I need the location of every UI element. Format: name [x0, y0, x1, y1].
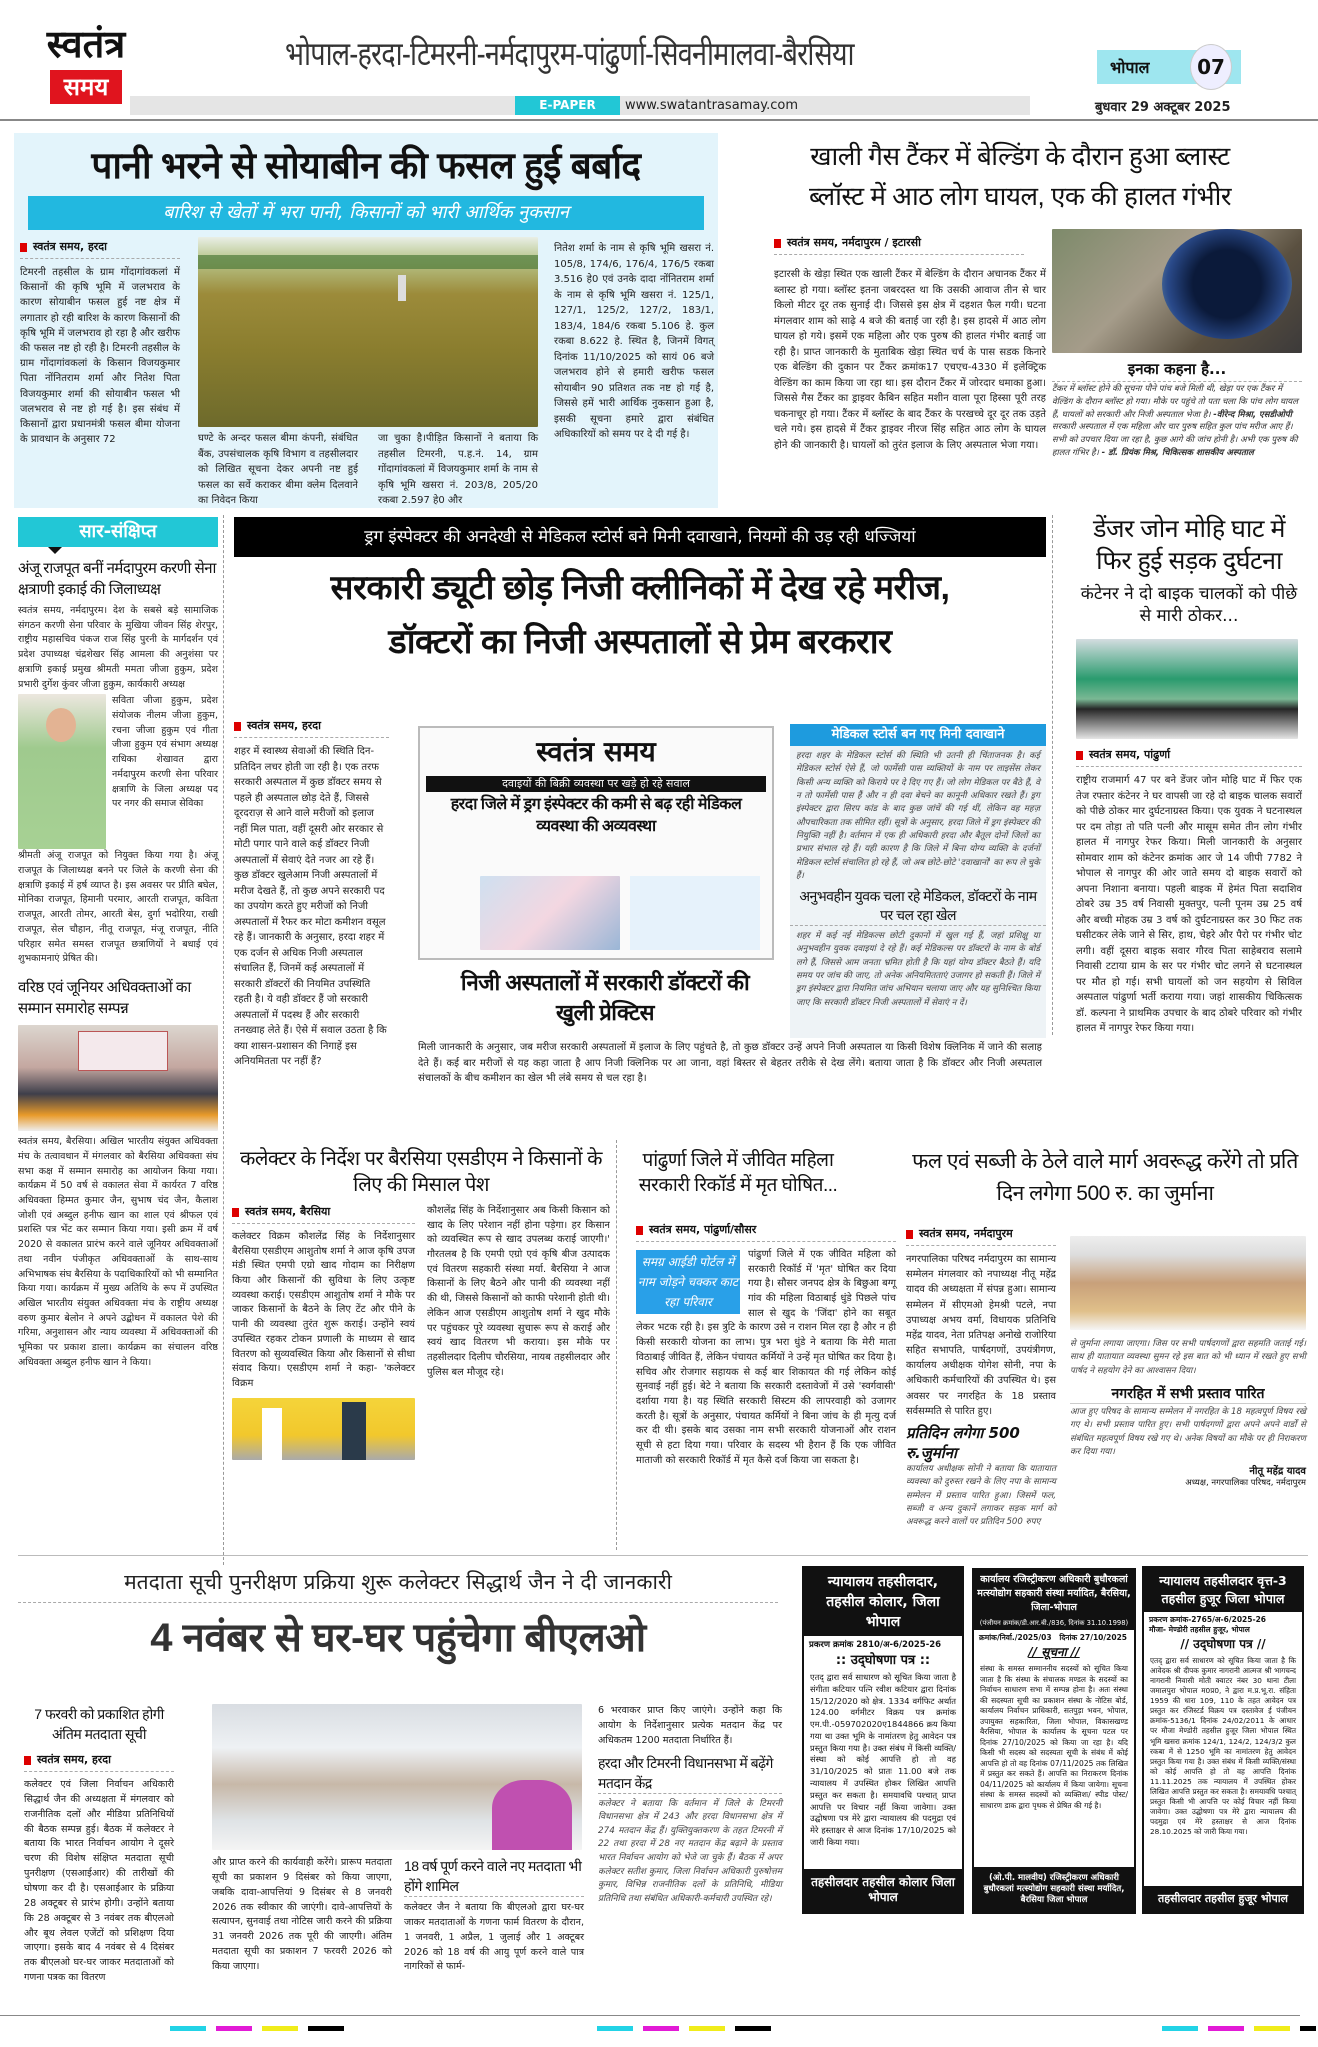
- clip-headline: हरदा जिले में ड्रग इंस्पेक्टर की कमी से बढ़ रही मेडिकल व्यवस्था की अव्यवस्था: [450, 796, 742, 835]
- reg-mark-black: [308, 2026, 344, 2031]
- notice-budhor: [972, 1568, 1136, 1914]
- soybean-col3: जा चुका है।पीड़ित किसानों ने बताया कि तहसील टिमरनी, प.ह.नं. 14, ग्राम गोंदागांवकलां में विजयकुमार शर्मा के नाम से कृषि भूमि खसरा नं. 203/8, 205/20 रकबा 2.597 हे0 और: [378, 433, 538, 506]
- tanker-byline: स्वतंत्र समय, नर्मदापुरम / इटारसी: [774, 235, 1024, 255]
- reg-mark-black: [1300, 2026, 1316, 2031]
- notice-huzur-body: एतद् द्वारा सर्व साधारण को सूचित किया जाता है कि आवेदक श्री दीपक कुमार नागरानी आत्मज श्री भागचन्द नागरानी निवासी मोती क्वाटर नंबर 30 थाना टीला जमालपुरा भोपाल म0प्र0, ने द्वारा म.प्र.भू.रा. संहिता 1959 की धारा 109, 110 के तहत आवेदन पत्र प्रस्तुत कर रजिस्टर्ड विक्रय पत्र दस्तावेज ई पंजीयन क्रमांक-5136/1 दिनांक 24/02/2011 के आधार पर मौजा मेण्डोरी तहसील हुजूर जिला भोपाल स्थित भूमि खसरा क्रमांक 124/1, 124/2, 124/3/2 कुल रकबा में से 1250 भूमि का नामांतरण हेतु आवेदन प्रस्तुत किया गया है। उक्त संबंध में किसी व्यक्ति/संस्था को कोई आपत्ति हो तो वह आपत्ति दिनांक 11.11.2025 तक न्यायालय में उपस्थित होकर लिखित आपत्ति प्रस्तुत कर सकता है। समयावधि पश्चात् प्रस्तुत किसी भी आपत्ति पर कोई विचार नहीं किया जावेगा। उक्त उद्घोषणा पत्र मेरे द्वारा न्यायालय की पदमुद्रा एवं मेरे हस्ताक्षर से आज दिनांक 28.10.2025 को जारी किया गया।: [1150, 1656, 1296, 1837]
- sidebar-story1-side: सविता जीजा हुकुम, प्रदेश संयोजक नीलम जीजा हुकुम, रचना जीजा हुकुम एवं गीता जीजा हुकुम एवं संभाग अध्यक्ष राधिका शेखावत द्वारा नर्मदापुरम करणी सेना परिवार क्षत्राणि के जिला अध्यक्ष पद पर नगर की समाज सेविका: [112, 695, 218, 810]
- private-practice-body: मिली जानकारी के अनुसार, जब मरीज सरकारी अस्पतालों में इलाज के लिए पहुंचते है, तो कुछ डॉक्टर उन्हें अपने निजी अस्पताल या किसी विशेष क्लिनिक में जाने की सलाह देते हैं। कई बार मरीजों से यह कहा जाता है आप निजी क्लिनिक पर आ जाना, वहां बिस्तर से बेहतर तरीके से देख लेंगे। बताया जाता है कि डॉक्टर और निजी अस्पताल संचालकों के बीच कमीशन का खेल भी लंबे समय से चल रहा है।: [418, 1042, 1042, 1084]
- notice-kolar-body: एतद् द्वारा सर्व साधारण को सूचित किया जाता है संगीता कटियार पत्नि रवीश कटियार द्वारा दिनांक 15/12/2020 को क्षेत्र. 1334 वर्गफिट अर्थात 124.00 वर्गमीटर विक्रय पत्र क्रमांक एम.पी.-059702020ए1844866 क्रय किया गया था उक्त भूमि के नामांतरण हेतु आवेदन पत्र प्रस्तुत किया गया है। उक्त संबंध में किसी व्यक्ति/संस्था को कोई आपत्ति हो तो वह 31/10/2025 को प्रातः 11.00 बजे तक न्यायालय में उपस्थित होकर लिखित आपत्ति प्रस्तुत कर सकता है। समयावधि पश्चात् प्राप्त आपत्ति पर विचार नहीं किया जावेगा। उक्त उद्घोषणा पत्र मेरे द्वारा न्यायालय की पदमुद्रा एवं मेरे हस्ताक्षर से आज दिनांक 17/10/2025 को जारी किया गया।: [810, 1672, 956, 1847]
- sidebar-story1-head: अंजू राजपूत बनीं नर्मदापुरम करणी सेना क्षत्राणी इकाई की जिलाध्यक्ष: [18, 560, 216, 598]
- voter-col2: और प्राप्त करने की कार्यवाही करेंगे। प्रारूप मतदाता सूची का प्रकाशन 9 दिसंबर को किया जाएगा, जबकि दावा-आपत्तियां 9 दिसंबर से 8 जनवरी 2026 तक स्वीकार की जाएंगी। दावे-आपत्तियों के सत्यापन, सुनवाई तथा नोटिस जारी करने की प्रक्रिया 31 जनवरी 2026 तक पूरी की जाएगी। अंतिम मतदाता सूची का प्रकाशन 7 फरवरी 2026 को किया जाएगा।: [212, 1857, 392, 1973]
- sdm-byline: स्वतंत्र समय, बैरसिया: [232, 1204, 415, 1224]
- voter-sub-head-2: हरदा और टिमरनी विधानसभा में बढ़ेंगे मतदान केंद्र: [598, 1753, 782, 1794]
- anju-rajput-photo: [18, 694, 106, 849]
- fine-sub1: प्रतिदिन लगेगा 500 रु.जुर्माना: [906, 1423, 1020, 1462]
- reg-mark-black: [735, 2026, 771, 2031]
- notice-huzur-ref: मौजा- मेण्डोरी तहसील हुजूर, भोपाल: [1149, 1625, 1250, 1634]
- soybean-field-photo: [198, 237, 538, 427]
- doctors-byline: स्वतंत्र समय, हरदा: [234, 718, 389, 738]
- city-name: भोपाल: [1110, 58, 1150, 77]
- accident-headline: डेंजर जोन मोहि घाट में फिर हुई सड़क दुर्घटना: [1093, 515, 1285, 575]
- notice-huzur-footer: तहसीलदार तहसील हुजूर भोपाल: [1144, 1886, 1302, 1912]
- epaper-label[interactable]: E-PAPER: [515, 96, 620, 115]
- reg-mark-yellow: [262, 2026, 298, 2031]
- voter-col4b: कलेक्टर ने बताया कि वर्तमान में जिले के टिमरनी विधानसभा क्षेत्र में 243 और हरदा विधानसभा क्षेत्र में 274 मतदान केंद्र हैं। युक्तियुक्तकरण के तहत टिमरनी में 22 तथा हरदा में 28 नए मतदान केंद्र बढ़ाने के प्रस्ताव भारत निर्वाचन आयोग को भेजे जा चुके हैं। बैठक में अपर कलेक्टर सतीश कुमार, जिला निर्वाचन अधिकारी पुरुषोत्तम कुमार, विभिन्न राजनीतिक दलों के प्रतिनिधि, मीडिया प्रतिनिधि तथा संबंधित अधिकारी-कर्मचारी उपस्थित रहे।: [598, 1798, 782, 1904]
- fine-sub2: नगरहित में सभी प्रस्ताव पारित: [1070, 1384, 1306, 1404]
- tanker-headline-1: खाली गैस टैंकर में बेल्डिंग के दौरान हुआ ब्लास्ट: [810, 141, 1230, 171]
- logo-bottom: समय: [50, 70, 122, 104]
- reg-mark-magenta: [643, 2026, 679, 2031]
- reg-mark-cyan: [1162, 2026, 1198, 2031]
- notice-budhor-case: (पंजीयन क्रमांक/डी.आर.बी./836, दिनांक 31.10.1998): [974, 1618, 1134, 1630]
- reg-mark-cyan: [170, 2026, 206, 2031]
- reg-mark-magenta: [1208, 2026, 1244, 2031]
- signatory-name: नीतू महेंद्र यादव: [1249, 1466, 1306, 1478]
- quote-1: टैंकर में ब्लॉस्ट होने की सूचना पौने पांच बजे मिली थी, खेड़ा पर एक टैंकर में वेल्डिंग के दौरान ब्लॉस्ट हो गया। मौके पर पहुंचे तो पता चला कि पांच लोग घायल हैं, घायलों को सरकारी और निजी अस्पताल भेजा है। -वीरेन्द मिश्रा, एसडीओपी सरकारी अस्पताल में एक महिला और चार पुरुष सहित कुल पांच मरीज आए हैं। सभी को उपचार दिया जा रहा है, कुछ आगे की जांच होनी है। अभी एक पुरुष की हालत गंभिर है। - डॉ. प्रियंक मिश्र, चिकित्सक शासकीय अस्पताल: [1052, 384, 1299, 458]
- voter-headline: 4 नवंबर से घर-घर पहुंचेगा बीएलओ: [150, 1616, 646, 1660]
- notice-huzur-title: // उद्‌घोषणा पत्र //: [1180, 1637, 1266, 1651]
- fine-sub1-body: कार्यालय अधीक्षक सोनी ने बताया कि यातायात व्यवस्था को दुरुस्त रखने के लिए नपा के सामान्य सम्मेलन में प्रस्ताव पारित हुआ। जिसमें फल, सब्जी व अन्य दुकानें लगाकर सड़क मार्ग को अवरूद्ध करने वालों पर प्रतिदिन 500 रुपए: [906, 1463, 1056, 1528]
- soybean-story: [14, 133, 718, 508]
- fine-body: नगरपालिका परिषद नर्मदापुरम का सामान्य सम्मेलन मंगलवार को नपाध्यक्ष नीतू महेंद्र यादव की अध्यक्षता में संपन्न हुआ। सामान्य सम्मेलन में सीएमओ हेमश्री पटले, नपा उपाध्यक्ष अभय वर्मा, विधायक प्रतिनिधि महेंद्र यादव, नेता प्रतिपक्ष अनोखे राजोरिया सहित सभापति, पार्षदगणों, उपयंत्रीगण, कार्यालय अधीक्षक योगेश सोनी, नपा के अधिकारी कर्मचारियों की उपस्थित थे। इस अवसर पर नगरहित के 18 प्रस्ताव सर्वसम्मति से पारित हुए।: [906, 1254, 1056, 1417]
- accident-story: [1076, 513, 1302, 1037]
- soybean-col2: घण्टे के अन्दर फसल बीमा कंपनी, संबंधित बैंक, उपसंचालक कृषि विभाग व तहसीलदार को लिखित सूचना देकर अपनी नष्ट हुई फसल का सर्वे कराकर बीमा क्लेम दिलवाने का निवेदन किया: [198, 433, 358, 506]
- sdm-story: [232, 1146, 610, 1550]
- notice-kolar-head: न्यायालय तहसीलदार, तहसील कोलार, जिला भोपाल: [804, 1568, 962, 1636]
- sdm-body-2: कौशलेंद्र सिंह के निर्देशानुसार अब किसी किसान को खाद के लिए परेशान नहीं होना पड़ेगा। हर किसान को व्यवस्थित रूप से खाद उपलब्ध कराई जाएगी।' गौरतलब है कि एमपी एग्रो एवं कृषि बीज उत्पादक एवं वितरण सहकारी संस्था मर्या. बैरसिया ने आज किसानों के लिए बैठने और पानी की व्यवस्था नहीं की थी, जिससे किसानों को काफी परेशानी होती थी। लेकिन आज एसडीएम आशुतोष शर्मा ने खुद मौके पर पहुंचकर पूरे व्यवस्था सुचारू रूप से कराई और स्वयं खाद वितरण भी कराया। इस मौके पर तहसीलदार दिलीप चौरसिया, नायब तहसीलदार और पुलिस बल मौजूद रहे।: [427, 1205, 610, 1378]
- accident-body: राष्ट्रीय राजमार्ग 47 पर बने डेंजर जोन मोहि घाट में फिर एक तेज रफ्तार कंटेनर ने घर वापसी जा रहे दो बाइक चालक सवारों को पीछे ठोकर मार दुर्घटनाग्रस्त किया। एक युवक ने घटनास्थल पर दम तोड़ा तो पति पत्नी और मासूम समेत तीन लोग गंभीर हालत में नागपुर रेफर किया। मिली जानकारी के अनुसार सोमवार शाम को कंटेनर क्रमांक आर जे 14 जीपी 7782 ने भोपाल से नागपुर की ओर जाते समय दो बाइक सवारों को अपना निशाना बनाया। पहली बाइक में हेमंत पिता सदाशिव ठोबरे उम्र 35 वर्ष निवासी मुक्तपुर, पत्नी पूनम उम्र 25 वर्ष और बच्ची मोहक उम्र 3 वर्ष को दुर्घटनाग्रस्त कर 30 फिट तक घसीटकर लेके जाने से सिर, हाथ, चेहरे और पैरो पर गंभीर चोट लगी। वहीं दूसरा बाइक सवार गौरव पिता साहेबराव सलामे निवासी टटाया ग्राम के सर पर गंभीर चोट लगने से घटनास्थल पर मौत हो गई। सभी घायलों को जन सहयोग से सिविल अस्पताल पांढुर्णा भर्ती कराया गया। जहां शासकीय चिकित्सक डॉ. कल्पना ने प्राथमिक उपचार के बाद ठोबरे परिवार को गंभीर हालत में नागपुर रेफर किया गया।: [1076, 775, 1302, 1034]
- sidebar-story1-top: स्वतंत्र समय, नर्मदापुरम। देश के सबसे बड़े सामाजिक संगठन करणी सेना परिवार के मुखिया जीवन सिंह शेरपुर, राष्ट्रीय महासचिव पंकज राज सिंह पुरनी के मार्गदर्शन एवं प्रदेश उपाध्यक्ष चंद्रशेखर सिंह आमला की अनुशंसा पर क्षत्राणि इकाई प्रमुख श्रीमती ममता जीजा हुकुम, प्रदेश प्रभारी दुर्गेश कुंवर जीजा हुकुम, कार्यकारी अध्यक्ष: [18, 605, 218, 690]
- quote-1-author: -वीरेन्द मिश्रा, एसडीओपी: [1213, 409, 1292, 420]
- logo: [38, 22, 134, 104]
- quote-2-author: - डॉ. प्रियंक मिश्र, चिकित्सक शासकीय अस्पताल: [1101, 447, 1254, 458]
- notice-huzur: [1142, 1566, 1304, 1914]
- fine-right-body: से जुर्माना लगाया जाएगा। जिस पर सभी पार्षदगणों द्वारा सहमति जताई गई। साथ ही यातायात व्यवस्था सुमन रहे इस बात को भी ध्यान में रखते हुए सभी पार्षद ने सहयोग देने का आश्वासन दिया।: [1070, 1339, 1306, 1376]
- logo-top: स्वतंत्र: [46, 24, 126, 66]
- notice-huzur-case: प्रकरण क्रमांक-2765/अ-6/2025-26: [1149, 1615, 1267, 1624]
- clip-pharmacy-photo: [480, 876, 620, 950]
- notice-kolar: [802, 1566, 964, 1914]
- doctors-headline-2: डॉक्टरों का निजी अस्पतालों से प्रेम बरकरार: [388, 623, 892, 661]
- pandhurna-headline: पांढुर्णा जिले में जीवित महिला सरकारी रिकॉर्ड में मृत घोषित...: [638, 1150, 838, 1196]
- sdm-headline: कलेक्टर के निर्देश पर बैरसिया एसडीएम ने किसानों के लिए की मिसाल पेश: [240, 1148, 602, 1196]
- page-number: 07: [1190, 44, 1232, 90]
- soybean-col1: टिमरनी तहसील के ग्राम गोंदागांवकलां में किसानों की कृषि भूमि में जलभराव के कारण सोयाबीन फसल हुई नष्ट क्षेत्र में लगातार हो रही बारिश के कारण किसानों की कृषि भूमि में जलभराव हो रहा है और खरीफ की फसल नष्ट हो रही है। टिमरनी तहसील के ग्राम गोंदागांवकलां के किसान विजयकुमार पिता नोंनितराम शर्मा और नितेश पिता विजयकुमार शर्मा की सोयाबीन फसल भी जलभराव से नष्ट हो गई है। इस संबंध में किसानों द्वारा प्रधानमंत्री फसल बीमा योजना के प्रावधान के अनुसार 72: [20, 267, 180, 446]
- sidebar-label: सार-संक्षिप्त: [18, 517, 218, 547]
- notice-budhor-body: संस्था के समस्त सम्माननीय सदस्यों को सूचित किया जाता है कि संस्था के संचालक मण्डल के सदस्यों का निर्वाचन साधारण सभा में सम्पन्न होना है। अतः संस्था की सदस्यता सूची का प्रकाशन संस्था के नोटिस बोर्ड, कार्यालय निर्वाचन प्राधिकारी, सतपुड़ा भवन, भोपाल, उपायुक्त सहकारिता, जिला भोपाल, विकासखण्ड बैरसिया, भोपाल के कार्यालय के सूचना पटल पर दिनांक 27/10/2025 को किया जा रहा है। यदि किसी भी सदस्य को सदस्यता सूची के संबंध में कोई आपत्ति हो तो वह दिनांक 07/11/2025 तक लिखित में प्रस्तुत कर सकते हैं। आपत्ति का निराकरण दिनांक 04/11/2025 को कार्यालय में किया जायेगा। सूचना संस्था के समस्त सदस्यों को व्यक्तिशः/ स्पीड पोस्ट/ साधारण डाक द्वारा पृथक से प्रेषित की गई है।: [980, 1664, 1128, 1810]
- edition-cities: भोपाल-हरदा-टिमरनी-नर्मदापुरम-पांढुर्णा-सिवनीमालवा-बैरसिया: [285, 35, 854, 72]
- medical-stores-box: [790, 724, 1046, 1038]
- soybean-subhead: बारिश से खेतों में भरा पानी, किसानों को भारी आर्थिक नुकसान: [28, 196, 704, 230]
- notice-kolar-footer: तहसीलदार तहसील कोलार जिला भोपाल: [804, 1869, 962, 1912]
- reg-mark-cyan: [597, 2026, 633, 2031]
- medical-box-head2: अनुभवहीन युवक चला रहे मेडिकल, डॉक्टरों के नाम पर चल रहा खेल: [790, 887, 1046, 926]
- tanker-headline-2: ब्लॉस्ट में आठ लोग घायल, एक की हालत गंभीर: [809, 181, 1231, 211]
- sidebar-story2-body: स्वतंत्र समय, बैरसिया। अखिल भारतीय संयुक्त अधिवक्ता मंच के तत्वावधान में मंगलवार को बैरसिया अधिवक्ता संघ सभा कक्ष में सम्मान समारोह का आयोजन किया गया। कार्यक्रम में 50 वर्ष से वकालत सेवा में कार्यरत 7 वरिष्ठ अधिवक्ता हिम्मत कुमार जैन, सुभाष चंद जैन, कैलाश जोशी एवं अब्दुल हनीफ खान का शाल एवं श्रीफल एवं प्रशस्ति पत्र भेंट कर सम्मान किया गया। इसी क्रम में वर्ष 2020 से वकालत प्रारंभ करने वाले जूनियर अधिवक्ताओं तथा नवीन पंजीकृत अधिवक्ताओं के साथ-साथ अभिभाषक संघ बैरसिया के पदाधिकारियों को भी सम्मानित किया गया। कार्यक्रम में मुख्य अतिथि के रूप में उपस्थित अखिल भारतीय संयुक्त अधिवक्ता मंच के राष्ट्रीय अध्यक्ष वरुण कुमार बेलोन ने अपने उद्बोधन में वकालत पेशे की गरिमा, अनुशासन और न्याय व्यवस्था में अधिवक्ताओं की भूमिका पर प्रकाश डाला। कार्यक्रम का संचालन वरिष्ठ अधिवक्ता अब्दुल हनीफ खान ने किया।: [18, 1136, 218, 1368]
- medical-box-body: हरदा शहर के मेडिकल स्टोर्स की स्थिति भी उतनी ही चिंताजनक है। कई मेडिकल स्टोर्स ऐसे हैं, जो फार्मेसी पास व्यक्तियों के नाम पर लाइसेंस लेकर किसी अन्य व्यक्ति को किराये पर दे दिए गए हैं। जो लोग मेडिकल पर बैठे हैं, वे न तो फार्मेसी पास हैं और न ही दवा बेचने का कानूनी अधिकार रखते हैं। ड्रग इंस्पेक्टर द्वारा सिरप कांड के बाद कुछ जांचें की गई थीं, लेकिन वह महज़ औपचारिकता तक सीमित रहीं। सूत्रों के अनुसार, हरदा जिले में ड्रग इंस्पेक्टर की नियुक्ति नहीं है। वर्तमान में एक ही अधिकारी हरदा और बैतूल दोनों जिलों का प्रभार संभाल रहे हैं। यही कारण है कि जिले में बिना योग्य व्यक्ति के दर्जनों मेडिकल स्टोर्स संचालित हो रहे हैं, जो अब छोटे-छोटे 'दवाखानों' का रूप ले चुके हैं।: [796, 751, 1040, 881]
- notice-kolar-title: :: उद्‌घोषणा पत्र ::: [835, 1653, 931, 1668]
- doctors-kicker: ड्रग इंस्पेक्टर की अनदेखी से मेडिकल स्टोर्स बने मिनी दवाखाने, नियमों की उड़ रही धज्जियां: [234, 517, 1046, 557]
- tanker-story: [730, 133, 1310, 508]
- sidebar-story1-bottom: श्रीमती अंजू राजपूत को नियुक्त किया गया है। अंजू राजपूत के जिलाध्यक्ष बनने पर जिले के करणी सेना की क्षत्राणि इकाई में हर्ष व्याप्त है। इस अवसर पर प्रीति बघेल, मोनिका राजपूत, हिमानी परमार, आरती राजपूत, कविता राजपूत, आरती तोमर, आरती बेस, दुर्गा भदोरिया, राखी राजपूत, सेल चौहान, नीतू राजपूत, मंजू राजपूत, नीति परिहार समेत समस्त राजपूत छत्राणियों ने बधाई एवं शुभकामनाएं प्रेषित की।: [18, 850, 218, 965]
- voter-kicker: मतदाता सूची पुनरीक्षण प्रक्रिया शुरू कलेक्टर सिद्धार्थ जैन ने दी जानकारी: [18, 1568, 778, 1603]
- reg-mark-yellow: [689, 2026, 725, 2031]
- medical-box-title: मेडिकल स्टोर्स बन गए मिनी दवाखाने: [790, 724, 1046, 746]
- notice-budhor-title: // सूचना //: [1028, 1645, 1080, 1659]
- pandhurna-body: समग्र आईडी पोर्टल में नाम जोड़ने चक्कर काट रहा परिवार पांढुर्णा जिले में एक जीवित महिला को सरकारी रिकॉर्ड में 'मृत' घोषित कर दिया गया है। सौसर जनपद क्षेत्र के बिछुआ बग्गू गांव की महिला विठाबाई धुंडे पिछले पांच साल से खुद के 'जिंदा' होने का सबूत लेकर भटक रही है। इस त्रुटि के कारण उसे न राशन मिल रहा है और न ही किसी सरकारी योजना का लाभ। पुत्र भरा धुंडे ने बताया कि मेरी माता विठाबाई जीवित हैं, लेकिन पंचायत कर्मियों ने उन्हें मृत घोषित कर दिया है। सचिव और रोजगार सहायक से कई बार शिकायत की गई लेकिन कोई सुनवाई नहीं हुई। बेटे ने बताया कि सरकारी दस्तावेजों में उसे 'स्वर्गवासी' दर्शाया गया है। यह स्थिति सरकारी सिस्टम की लापरवाही को उजागर करती है। सूत्रों के अनुसार, पंचायत कर्मियों ने बिना जांच के ही मृत्यु दर्ज कर दी थी। इसके बाद उसका नाम सभी सरकारी योजनाओं और राशन सूची से हटा दिया गया। परिवार के सदस्य भी हैरान हैं कि एक जीवित माताजी को सरकारी रिकॉर्ड में मृत कैसे दर्ज किया जा सकता है।: [636, 1249, 896, 1466]
- accident-subhead: कंटेनर ने दो बाइक चालकों को पीछे से मारी ठोकर...: [1080, 584, 1298, 626]
- reg-mark-yellow: [1254, 2026, 1290, 2031]
- doctors-col1: शहर में स्वास्थ्य सेवाओं की स्थिति दिन-प्रतिदिन लचर होती जा रही है। एक तरफ सरकारी अस्पताल में कुछ डॉक्टर समय से पहले ही अस्पताल छोड़ देते हैं, जिससे दूरदराज़ से आने वाले मरीजों को इलाज नहीं मिल पाता, वहीं दूसरी ओर सरकार से मोटी पगार पाने वाले कई डॉक्टर निजी अस्पतालों में सेवाएं देते नजर आ रहे हैं। कुछ डॉक्टर खुलेआम निजी अस्पतालों में मरीज देखते हैं, तो कुछ अपने सरकारी पद का उपयोग करते हुए मरीजों को निजी अस्पतालों में रैफर कर मोटा कमीशन वसूल रहे हैं। जानकारी के अनुसार, हरदा शहर में एक दर्जन से अधिक निजी अस्पताल संचालित हैं, जिनमें कई अस्पतालों में सरकारी डॉक्टरों की नियमित उपस्थिति रहती है। ये वही डॉक्टर हैं जो सरकारी अस्पतालों में पदस्थ हैं और सरकारी तनख्वाह लेते हैं। ऐसे में सवाल उठता है कि क्या शासन-प्रशासन की निगाहें इस अनियमितता पर नहीं हैं?: [234, 746, 387, 1067]
- clip-masthead: स्वतंत्र समय: [536, 735, 656, 768]
- private-practice-headline: निजी अस्पतालों में सरकारी डॉक्टरों की खुली प्रेक्टिस: [460, 970, 750, 1025]
- doctors-headline-1: सरकारी ड्यूटी छोड़ निजी क्लीनिकों में देख रहे मरीज,: [330, 569, 950, 607]
- notice-huzur-head: न्यायालय तहसीलदार वृत्त-3 तहसील हुजूर जिला भोपाल: [1144, 1568, 1302, 1612]
- soybean-headline: पानी भरने से सोयाबीन की फसल हुई बर्बाद: [91, 145, 641, 186]
- tanker-blast-photo: [1052, 229, 1302, 353]
- newspaper-clipping: [418, 726, 774, 960]
- fine-byline: स्वतंत्र समय, नर्मदापुरम: [906, 1226, 1056, 1246]
- sidebar-story2-head: वरिष्ठ एवं जूनियर अधिवक्ताओं का सम्मान समारोह सम्पन्न: [18, 979, 191, 1018]
- voter-col4: 6 भरवाकर प्राप्त किए जाएंगे। उन्होंने कहा कि आयोग के निर्देशानुसार प्रत्येक मतदान केंद्र पर अधिकतम 1200 मतदाता निर्धारित हैं।: [598, 1705, 782, 1746]
- voter-col1: कलेक्टर एवं जिला निर्वाचन अधिकारी सिद्धार्थ जैन की अध्यक्षता में मंगलवार को राजनीतिक दलों और मीडिया प्रतिनिधियों की बैठक सम्पन्न हुई। बैठक में कलेक्टर ने बताया कि भारत निर्वाचन आयोग ने दूसरे चरण की विशेष संक्षिप्त मतदाता सूची पुनरीक्षण (एसआईआर) की तारीखों की घोषणा कर दी है। एसआईआर के प्रक्रिया 28 अक्टूबर से प्रारंभ होगी। उन्होंने बताया कि 28 अक्टूबर से 3 नवंबर तक बीएलओ और बूथ लेवल एजेंटों को प्रशिक्षण दिया जाएगा। इसके बाद 4 नवंबर से 4 दिसंबर तक बीएलओ घर-घर जाकर मतदाताओं को गणना पत्रक का वितरण: [24, 1779, 174, 1984]
- sdm-body-1: कलेक्टर विक्रम कौशलेंद्र सिंह के निर्देशानुसार बैरसिया एसडीएम आशुतोष शर्मा ने आज कृषि उपज मंडी स्थित एमपी एग्रो खाद गोदाम का निरीक्षण किया और किसानों की सुविधा के लिए उत्कृष्ट व्यवस्था कराई। एसडीएम आशुतोष शर्मा ने मौके पर जाकर किसानों के बैठने के लिए टेंट और पीने के पानी की व्यवस्था तुरंत शुरू कराई। उन्होंने स्वयं उपस्थित रहकर टोकन प्रणाली के माध्यम से खाद वितरण को सुव्यवस्थित किया और किसानों से सीधा संवाद किया। एसडीएम शर्मा ने कहा- 'कलेक्टर विक्रम: [232, 1231, 415, 1389]
- soybean-byline: स्वतंत्र समय, हरदा: [20, 239, 180, 259]
- soybean-col4: नितेश शर्मा के नाम से कृषि भूमि खसरा नं. 105/8, 174/6, 176/4, 176/5 रकबा 3.516 हे0 एवं उनके दादा नोंनितराम शर्मा के नाम से कृषि भूमि खसरा नं. 125/1, 127/1, 125/2, 127/2, 183/1, 183/4, 184/6 रकबा 5.106 हे. कुल रकबा 8.622 हे. स्थित है, जिनमें विगत् दिनांक 11/10/2025 को सायं 06 बजे जलभराव होने से हमारी खरीफ फसल सोयाबीन 90 प्रतिशत तक नष्ट हो गई है, जिससे हमें भारी आर्थिक नुकसान हुआ है, इसकी सूचना हमारे द्वारा संबंधित अधिकारियों को समय पर दे दी गई है।: [554, 243, 714, 440]
- notice-budhor-head: कार्यालय रजिस्ट्रीकरण अधिकारी बुधौरकलां मत्स्योद्योग सहकारी संस्था मर्यादित, बैरसिया, जिला-भोपाल: [974, 1570, 1134, 1618]
- council-meeting-photo: [1070, 1236, 1306, 1330]
- voter-sub-head: 18 वर्ष पूर्ण करने वाले नए मतदाता भी होंगे शामिल: [404, 1856, 584, 1897]
- samagra-id-callout: समग्र आईडी पोर्टल में नाम जोड़ने चक्कर काट रहा परिवार: [636, 1250, 740, 1314]
- accident-byline: स्वतंत्र समय, पांढुर्णा: [1076, 747, 1302, 767]
- notice-budhor-ref: क्रमांक/निर्वा./2025/03 दिनांक 27/10/2025: [979, 1633, 1128, 1642]
- pandhurna-byline: स्वतंत्र समय, पांढुर्णा/सौसर: [636, 1222, 896, 1242]
- voter-side-head: 7 फरवरी को प्रकाशित होगी अंतिम मतदाता सूची: [34, 1706, 164, 1742]
- notice-budhor-footer: (ओ.पी. मालवीय) रजिस्ट्रीकरण अधिकारी बुधौरकलां मत्स्योद्योग सहकारी संस्था मर्यादित, बैरसिया जिला भोपाल: [974, 1867, 1134, 1912]
- accident-victim-photo: [1076, 639, 1298, 739]
- quote-2: सरकारी अस्पताल में एक महिला और चार पुरुष सहित कुल पांच मरीज आए हैं। सभी को उपचार दिया जा रहा है, कुछ आगे की जांच होनी है। अभी एक पुरुष की हालत गंभिर है।: [1052, 422, 1298, 458]
- voter-meeting-photo: [212, 1704, 582, 1850]
- clip-kicker: दवाइयों की बिक्री व्यवस्था पर खड़े हो रहे सवाल: [426, 776, 766, 792]
- summary-sidebar: [18, 517, 218, 1557]
- advocates-event-photo: [18, 1025, 218, 1131]
- fine-sub2-body: आज हुए परिषद के सामान्य सम्मेलन में नगरहित के 18 महत्वपूर्ण विषय रखे गए थे। सभी प्रस्ताव पारित हुए। सभी पार्षदगणों द्वारा अपने अपने वार्डों से संबंधित महत्वपूर्ण विषय रखे गए थे। अनेक विषयों का मौके पर ही निराकरण कर दिया गया।: [1070, 1406, 1306, 1457]
- signatory-title: अध्यक्ष, नगरपालिका परिषद, नर्मदापुरम: [1185, 1478, 1306, 1489]
- quote-title: इनका कहना है...: [1052, 359, 1302, 382]
- website-link[interactable]: www.swatantrasamay.com: [625, 98, 799, 113]
- voter-byline: स्वतंत्र समय, हरदा: [24, 1752, 174, 1772]
- issue-date: बुधवार 29 अक्टूबर 2025: [1095, 100, 1231, 115]
- sdm-event-photo: [232, 1398, 415, 1460]
- medical-box-body2: शहर में कई नई मेडिकल्स छोटी दुकानों में खुल गई हैं, जहां प्रशिक्षु या अनुभवहीन युवक दवाइयां दे रहे हैं। कई मेडिकल्स पर डॉक्टरों के नाम के बोर्ड लगे हैं, जिससे आम जनता भ्रमित होती है कि यहां योग्य डॉक्टर बैठते हैं। यदि समय पर जांच की जाए, तो अनेक अनियमितताएं उजागर हो सकती हैं। जिले में ड्रग इंस्पेक्टर द्वारा नियमित जांच अभियान चलाया जाए और यह सुनिश्चित किया जाए कि सरकारी डॉक्टर निजी अस्पतालों में सेवाएं न दें।: [796, 931, 1040, 1008]
- reg-mark-magenta: [216, 2026, 252, 2031]
- voter-col3: कलेक्टर जैन ने बताया कि बीएलओ द्वारा घर-घर जाकर मतदाताओं के गणना फार्म वितरण के दौरान, 1 जनवरी, 1 अप्रैल, 1 जुलाई और 1 अक्टूबर 2026 को 18 वर्ष की आयु पूर्ण करने वाले पात्र नागरिकों से फार्म-: [404, 1902, 584, 1973]
- notice-kolar-case: प्रकरण क्रमांक 2810/अ-6/2025-26: [809, 1640, 942, 1650]
- fine-headline: फल एवं सब्जी के ठेले वाले मार्ग अवरूद्ध करेंगे तो प्रति दिन लगेगा 500 रु. का जुर्माना: [912, 1150, 1298, 1205]
- tanker-body: इटारसी के खेड़ा स्थित एक खाली टैंकर में बेल्डिंग के दौरान अचानक टैंकर में ब्लास्ट हो गया। ब्लॉस्ट इतना जबरदस्त था कि उसकी आवाज तीन से चार किलो मीटर दूर तक सुनाई दी। जिससे इस क्षेत्र में दहशत फैल गयी। घटना मंगलवार शाम को साढ़े 4 बजे की बताई जा रही है। इस हादसे में आठ लोग घायल हो गये। इसमें एक महिला और एक पुरुष की हालत गंभीर बताई जा रही है। प्राप्त जानकारी के मुताबिक खेड़ा स्थित चर्च के पास सडक किनारे एक बेल्डिंग की दुकान पर टैंकर क्रमांक17 एचएच-4330 में इलेक्ट्रिक वेल्डिंग का काम किया जा रहा था। इस दौरान टैंकर में जोरदार धमाका हुआ। जिससे गैस टैंकर का ड्राइवर कैबिन सहित मशीन वाला पूरा हिस्सा पूरी तरह चकनाचूर हो गया। टैंकर में ब्लॉस्ट के बाद टैंकर के परखच्चे दूर दूर तक उड़ते चले गये। इस हादसे में टैंकर ड्राइवर नीरज सिंह सहित आठ लोग के घायल होने की जानकारी है। घायलों को तुरंत इलाज के लिए अस्पताल भेजा गया।: [774, 269, 1046, 451]
- masthead: [0, 0, 1318, 122]
